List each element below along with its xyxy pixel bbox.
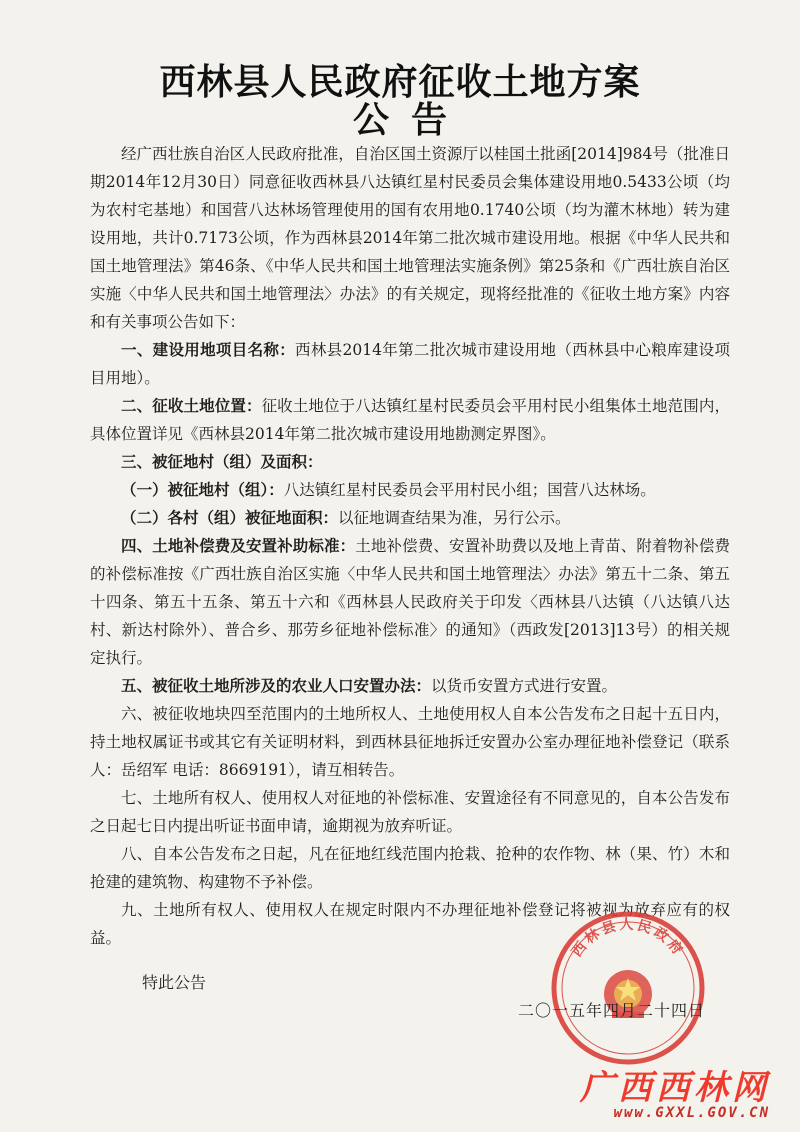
paragraph xyxy=(90,140,730,336)
paragraph-text: 征收土地位于八达镇红星村民委员会平用村民小组集体土地范围内，具体位置详见《西林县2014年第二批次城市建设用地勘测定界图》。 xyxy=(90,397,730,443)
paragraph-text: 六、被征收地块四至范围内的土地所权人、土地使用权人自本公告发布之日起十五日内，持土地权属证书或其它有关证明材料，到西林县征地拆迁安置办公室办理征地补偿登记（联系人：岳绍军 电话：8669191），请互相转告。 xyxy=(90,705,730,779)
paragraph-heading: 二、征收土地位置： xyxy=(121,396,262,415)
document-title: 西林县人民政府征收土地方案 xyxy=(159,61,641,103)
paragraph-text: 以货币安置方式进行安置。 xyxy=(431,677,618,695)
paragraph xyxy=(90,336,730,392)
paragraph-heading: 四、土地补偿费及安置补助标准： xyxy=(121,536,356,555)
paragraph xyxy=(90,672,730,700)
paragraph xyxy=(90,700,730,784)
issue-date: 二〇一五年四月二十四日 xyxy=(518,1001,706,1020)
paragraph-heading: 三、被征地村（组）及面积： xyxy=(121,452,323,471)
paragraph-text: 土地补偿费、安置补助费以及地上青苗、附着物补偿费的补偿标准按《广西壮族自治区实施〈中华人民共和国土地管理法〉办法》第五十二条、第五十四条、第五十五条、第五十六和《西林县人民政府关于印发〈西林县八达镇（八达镇八达村、新达村除外）、普合乡、那劳乡征地补偿标准〉的通知》（西政发[2013]13号）的相关规定执行。 xyxy=(90,537,730,667)
paragraph-text: 经广西壮族自治区人民政府批准，自治区国土资源厅以桂国土批函[2014]984号（批准日期2014年12月30日）同意征收西林县八达镇红星村民委员会集体建设用地0.5433公顷（均为农村宅基地）和国营八达林场管理使用的国有农用地0.1740公顷（均为灌木林地）转为建设用地，共计0.7173公顷，作为西林县2014年第二批次城市建设用地。根据《中华人民共和国土地管理法》第46条、《中华人民共和国土地管理法实施条例》第25条和《广西壮族自治区实施〈中华人民共和国土地管理法〉办法》的有关规定，现将经批准的《征收土地方案》内容和有关事项公告如下： xyxy=(90,145,730,331)
closing-text: 特此公告 xyxy=(142,973,207,992)
paragraph-text: 八、自本公告发布之日起，凡在征地红线范围内抢栽、抢种的农作物、林（果、竹）木和抢建的建筑物、构建物不予补偿。 xyxy=(90,845,730,891)
paragraph xyxy=(90,392,730,448)
paragraph xyxy=(90,532,730,672)
svg-text:西林县人民政府: 西林县人民政府 xyxy=(569,917,687,961)
paragraph-text: 九、土地所有权人、使用权人在规定时限内不办理征地补偿登记将被视为放弃应有的权益。 xyxy=(90,901,730,947)
official-seal xyxy=(548,908,708,1068)
paragraph-text: 西林县2014年第二批次城市建设用地（西林县中心粮库建设项目用地）。 xyxy=(90,341,730,387)
watermark-url: www.GXXL.GOV.CN xyxy=(613,1105,770,1121)
paragraph xyxy=(90,448,730,476)
paragraph-text: 八达镇红星村民委员会平用村民小组；国营八达林场。 xyxy=(283,481,656,499)
watermark-title: 广西西林网 xyxy=(580,1068,770,1108)
paragraph-heading: 一、建设用地项目名称： xyxy=(121,340,296,359)
paragraph xyxy=(90,784,730,840)
paragraph-heading: （二）各村（组）被征地面积： xyxy=(121,508,339,527)
document-body xyxy=(90,140,730,952)
site-watermark xyxy=(580,1060,770,1121)
document-subtitle: 公告 xyxy=(352,99,469,141)
paragraph xyxy=(90,476,730,504)
paragraph-heading: （一）被征地村（组）： xyxy=(121,480,284,499)
paragraph-text: 七、土地所有权人、使用权人对征地的补偿标准、安置途径有不同意见的，自本公告发布之日起七日内提出听证书面申请，逾期视为放弃听证。 xyxy=(90,789,730,835)
paragraph-heading: 五、被征收土地所涉及的农业人口安置办法： xyxy=(121,676,432,695)
paragraph xyxy=(90,840,730,896)
paragraph-text: 以征地调查结果为准，另行公示。 xyxy=(338,509,571,527)
paragraph xyxy=(90,504,730,532)
